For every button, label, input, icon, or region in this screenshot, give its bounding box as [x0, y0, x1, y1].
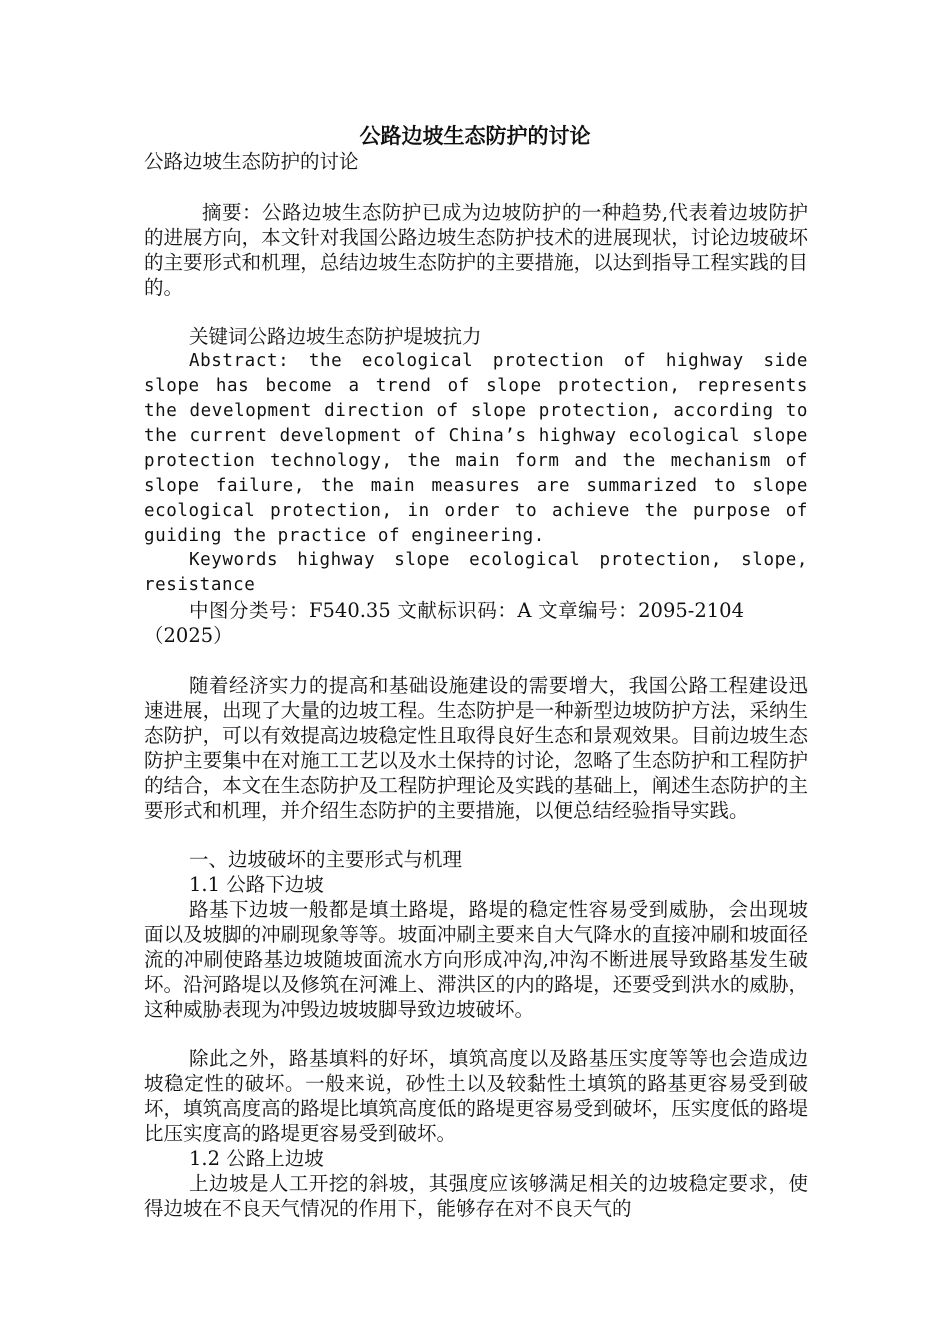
classification-line: 中图分类号：F540.35 文献标识码：A 文章编号：2095-2104（2025） — [144, 599, 744, 647]
intro-paragraph: 随着经济实力的提高和基础设施建设的需要增大，我国公路工程建设迅速进展，出现了大量的边坡工程。生态防护是一种新型边坡防护方法，采纳生态防护，可以有效提高边坡稳定性且取得良好生态和景观效果。目前边坡生态防护主要集中在对施工工艺以及水土保持的讨论，忽略了生态防护和工程防护的结合，本文在生态防护及工程防护理论及实践的基础上，阐述生态防护的主要形式和机理，并介绍生态防护的主要措施，以便总结经验指导实践。 — [144, 674, 808, 822]
abstract-chinese: 摘要：公路边坡生态防护已成为边坡防护的一种趋势,代表着边坡防护的进展方向，本文针对我国公路边坡生态防护技术的进展现状，讨论边坡破坏的主要形式和机理，总结边坡生态防护的主要措施，以达到指导工程实践的目的。 — [144, 201, 808, 299]
document-subtitle: 公路边坡生态防护的讨论 — [144, 150, 359, 173]
section-1-heading: 一、边坡破坏的主要形式与机理 — [189, 848, 463, 871]
section-1-2-heading: 1.2 公路上边坡 — [189, 1147, 324, 1170]
section-1-1-paragraph-2: 除此之外，路基填料的好坏，填筑高度以及路基压实度等等也会造成边坡稳定性的破坏。一般来说，砂性土以及较黏性土填筑的路基更容易受到破坏，填筑高度高的路堤比填筑高度低的路堤更容易受到破坏，压实度低的路堤比压实度高的路堤更容易受到破坏。 — [144, 1047, 808, 1145]
section-1-2-paragraph-1: 上边坡是人工开挖的斜坡，其强度应该够满足相关的边坡稳定要求，使得边坡在不良天气情况的作用下，能够存在对不良天气的 — [144, 1172, 808, 1220]
document-title: 公路边坡生态防护的讨论 — [359, 123, 591, 148]
abstract-english: Abstract: the ecological protection of highway side slope has become a trend of slope protection, represents the development direction of slope protection, according to the current development of China’s highway ecological slope protection technology, the main form and the mechanism of slope failure, the main measures are summarized to slope ecological protection, in order to achieve the purpose of guiding the practice of engineering. — [144, 351, 808, 546]
keywords-chinese: 关键词公路边坡生态防护堤坡抗力 — [189, 325, 482, 348]
section-1-1-paragraph-1: 路基下边坡一般都是填土路堤，路堤的稳定性容易受到威胁，会出现坡面以及坡脚的冲刷现象等等。坡面冲刷主要来自大气降水的直接冲刷和坡面径流的冲刷使路基边坡随坡面流水方向形成冲沟,冲沟不断进展导致路基发生破坏。沿河路堤以及修筑在河滩上、滞洪区的内的路堤，还要受到洪水的威胁，这种威胁表现为冲毁边坡坡脚导致边坡破坏。 — [144, 898, 808, 1021]
keywords-english: Keywords highway slope ecological protection, slope, resistance — [144, 550, 808, 595]
section-1-1-heading: 1.1 公路下边坡 — [189, 873, 324, 896]
